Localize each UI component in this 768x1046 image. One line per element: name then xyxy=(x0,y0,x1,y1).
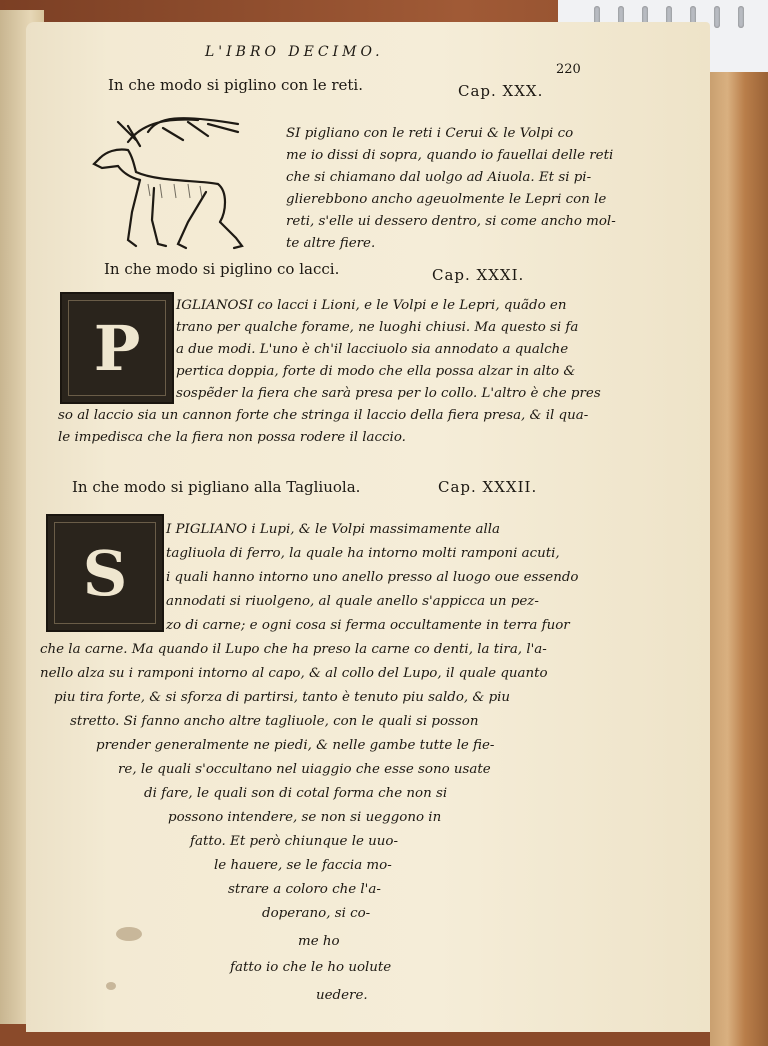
text-line: te altre fiere. xyxy=(286,236,376,251)
text-line: stretto. Si fanno ancho altre tagliuole, con le quali si posson xyxy=(70,714,479,729)
text-line: I PIGLIANO i Lupi, & le Volpi massimamente alla xyxy=(166,522,501,537)
text-line: pertica doppia, forte di modo che ella possa alzar in alto & xyxy=(176,364,576,379)
ink-stain xyxy=(116,927,142,941)
text-line: IGLIANOSI co lacci i Lioni, e le Volpi e le Lepri, quãdo en xyxy=(176,298,567,313)
text-line: di fare, le quali son di cotal forma che non si xyxy=(144,786,448,801)
chapter-number: Cap. XXXI. xyxy=(432,266,525,284)
chapter-title: In che modo si piglino co lacci. xyxy=(104,260,340,278)
text-line: che la carne. Ma quando il Lupo che ha preso la carne co denti, la tira, l'a- xyxy=(40,642,547,657)
text-line: uedere. xyxy=(316,988,368,1003)
text-line: che si chiamano dal uolgo ad Aiuola. Et si pi- xyxy=(286,170,592,185)
text-line: i quali hanno intorno uno anello presso al luogo oue essendo xyxy=(166,570,579,585)
ink-stain xyxy=(106,982,116,990)
text-line: so al laccio sia un cannon forte che stringa il laccio della fiera presa, & il qua- xyxy=(58,408,589,423)
text-line: me io dissi di sopra, quando io fauellai delle reti xyxy=(286,148,614,163)
text-line: le impedisca che la fiera non possa rodere il laccio. xyxy=(58,430,406,445)
notebook-ring xyxy=(714,6,720,28)
page-block-edge xyxy=(710,72,768,1046)
initial-letter: S xyxy=(82,536,128,610)
text-line: annodati si riuolgeno, al quale anello s'appicca un pez- xyxy=(166,594,539,609)
text-line: sospẽder la fiera che sarà presa per lo collo. L'altro è che pres xyxy=(176,386,601,401)
text-line: SI pigliano con le reti i Cerui & le Volpi co xyxy=(286,126,574,141)
text-line: zo di carne; e ogni cosa si ferma occultamente in terra fuor xyxy=(166,618,570,633)
text-line: me ho xyxy=(298,934,340,949)
chapter-number: Cap. XXXII. xyxy=(438,478,538,496)
text-line: fatto io che le ho uolute xyxy=(230,960,392,975)
stag-woodcut xyxy=(88,112,250,258)
page-number: 220 xyxy=(556,62,581,77)
chapter-number: Cap. XXX. xyxy=(458,82,544,100)
text-line: tagliuola di ferro, la quale ha intorno molti ramponi acuti, xyxy=(166,546,560,561)
decorated-initial-s xyxy=(46,514,164,632)
text-line: glierebbono ancho ageuolmente le Lepri con le xyxy=(286,192,607,207)
chapter-title: In che modo si pigliano alla Tagliuola. xyxy=(72,478,361,496)
text-line: strare a coloro che l'a- xyxy=(228,882,381,897)
text-line: trano per qualche forame, ne luoghi chiusi. Ma questo si fa xyxy=(176,320,579,335)
text-line: nello alza su i ramponi intorno al capo, & al collo del Lupo, il quale quanto xyxy=(40,666,548,681)
text-line: a due modi. L'uno è ch'il lacciuolo sia annodato a qualche xyxy=(176,342,569,357)
text-line: possono intendere, se non si ueggono in xyxy=(168,810,442,825)
initial-letter: P xyxy=(93,311,141,385)
text-line: le hauere, se le faccia mo- xyxy=(214,858,392,873)
decorated-initial-p xyxy=(60,292,174,404)
text-line: reti, s'elle ui dessero dentro, si come ancho mol- xyxy=(286,214,616,229)
notebook-ring xyxy=(738,6,744,28)
text-line: doperano, si co- xyxy=(262,906,371,921)
text-line: fatto. Et però chiunque le uuo- xyxy=(190,834,398,849)
running-head: L'IBRO DECIMO. xyxy=(205,44,384,60)
text-line: re, le quali s'occultano nel uiaggio che esse sono usate xyxy=(118,762,491,777)
text-line: piu tira forte, & si sforza di partirsi, tanto è tenuto piu saldo, & piu xyxy=(54,690,511,705)
chapter-title: In che modo si piglino con le reti. xyxy=(108,76,363,94)
text-line: prender generalmente ne piedi, & nelle gambe tutte le fie- xyxy=(96,738,495,753)
